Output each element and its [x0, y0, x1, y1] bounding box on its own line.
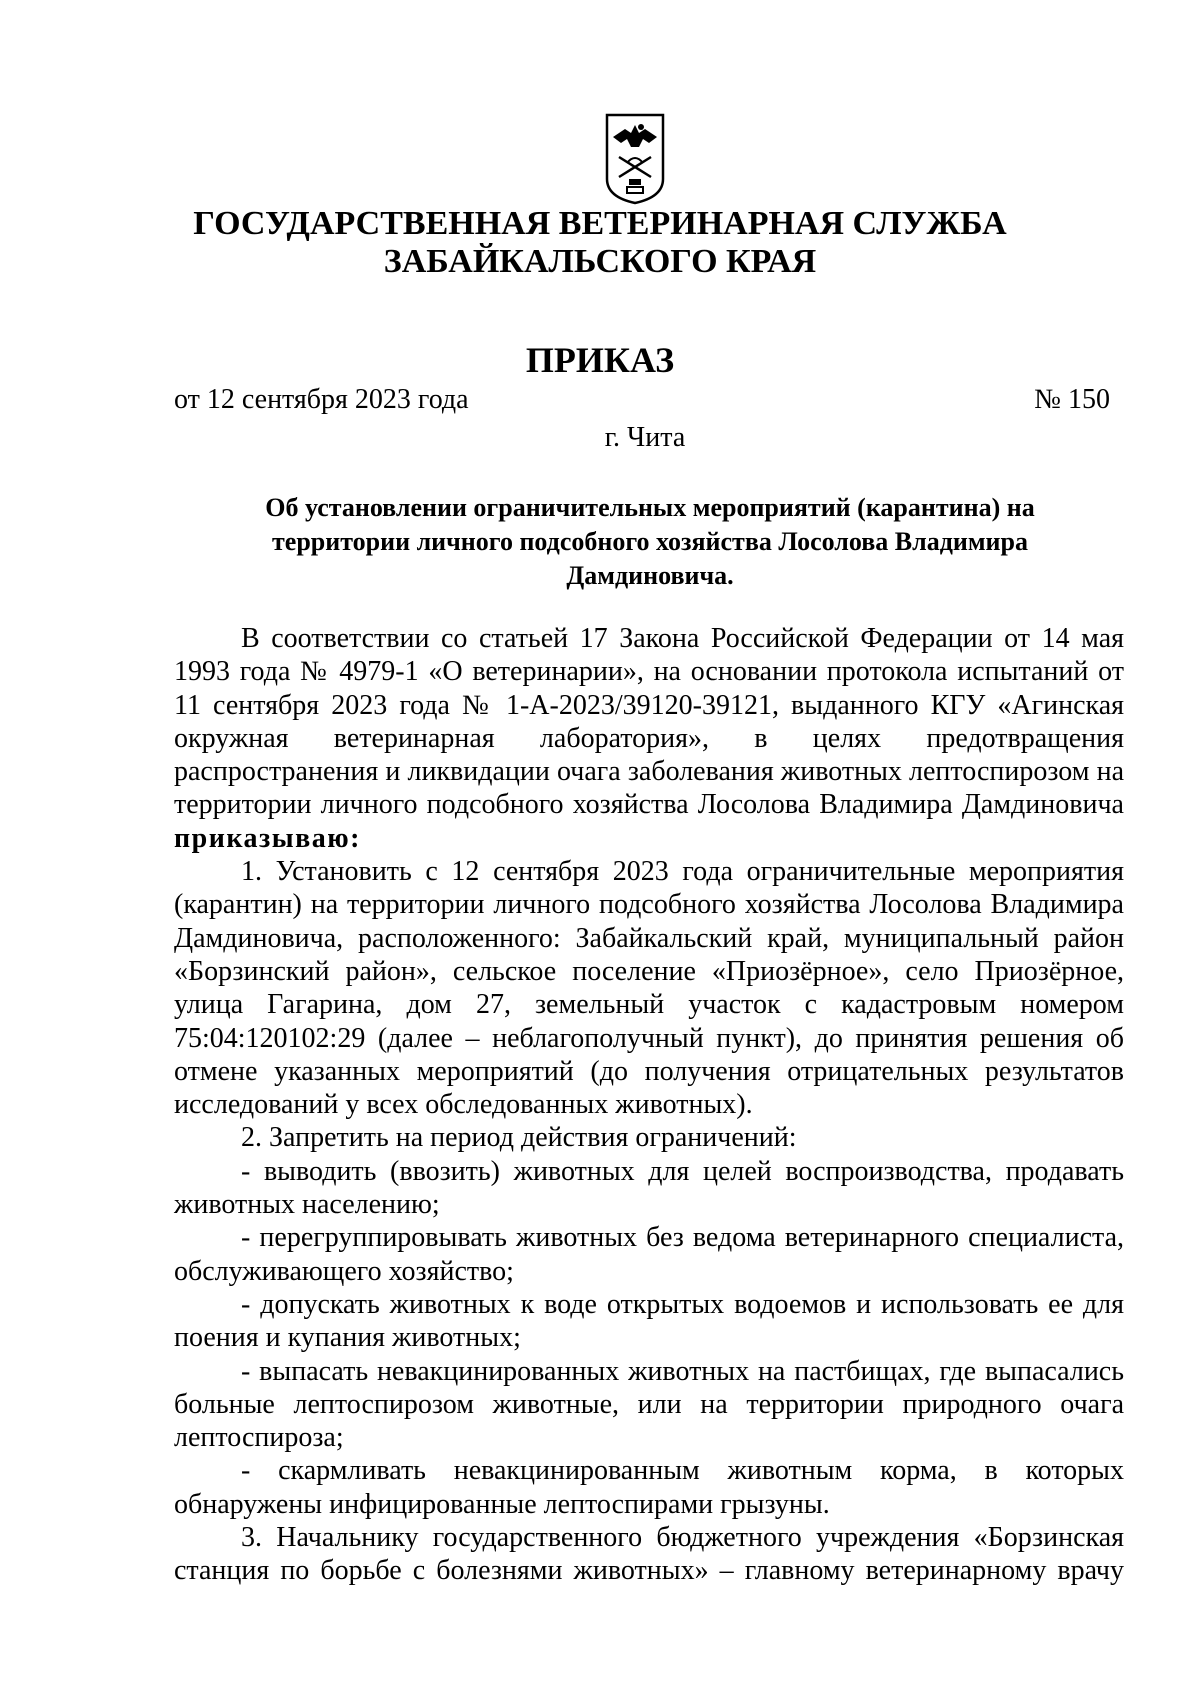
preamble-text: В соответствии со статьей 17 Закона Российской Федерации от 14 мая 1993 года № 4979-1 «О ветеринарии», на основании протокола испытаний от 11 сентября 2023 года № 1-А-2023/39120-39121, выданного КГУ «Агинская окружная ветеринарная лаборатория», в целях предотвращения распространения и ликвидации очага заболевания животных лептоспирозом на территории личного подсобного хозяйства Лосолова Владимира Дамдиновича	[174, 623, 1124, 821]
order-word: приказываю:	[174, 822, 362, 854]
document-city	[0, 421, 1200, 455]
agency-line-1: ГОСУДАРСТВЕННАЯ ВЕТЕРИНАРНАЯ СЛУЖБА	[193, 205, 1007, 242]
item-1-paragraph: 1. Установить с 12 сентября 2023 года ограничительные мероприятия (карантин) на территории личного подсобного хозяйства Лосолова Владимира Дамдиновича, расположенного: Забайкальский край, муниципальный район «Борзинский район», сельское поселение «Приозёрное», село Приозёрное, улица Гагарина, дом 27, земельный участок с кадастровым номером 75:04:120102:29 (далее – неблагополучный пункт), до принятия решения об отмене указанных мероприятий (до получения отрицательных результатов исследований у всех обследованных животных).	[174, 856, 1124, 1121]
title-line-3: Дамдиновича.	[566, 561, 734, 590]
title-line-1: Об установлении ограничительных мероприятий (карантина) на	[265, 493, 1035, 522]
document-type: ПРИКАЗ	[525, 340, 675, 380]
document-date: от 12 сентября 2023 года	[174, 384, 469, 415]
agency-line-2: ЗАБАЙКАЛЬСКОГО КРАЯ	[383, 243, 817, 280]
coat-of-arms-icon	[605, 113, 665, 205]
preamble-paragraph	[174, 622, 1124, 855]
bullet-2: - перегруппировывать животных без ведома ветеринарного специалиста, обслуживающего хозяйство;	[174, 1222, 1124, 1287]
bullet-3: - допускать животных к воде открытых водоемов и использовать ее для поения и купания животных;	[174, 1288, 1124, 1354]
document-body	[174, 622, 1124, 1588]
bullet-1: - выводить (ввозить) животных для целей воспроизводства, продавать животных населению;	[174, 1155, 1124, 1221]
city-text: г. Чита	[604, 422, 686, 453]
bullet-5: - скармливать невакцинированным животным корма, в которых обнаружены инфицированные лептоспирами грызуны.	[174, 1455, 1124, 1520]
bullet-4: - выпасать невакцинированных животных на пастбищах, где выпасались больные лептоспирозом животные, или на территории природного очага лептоспироза;	[174, 1355, 1124, 1454]
item-3-paragraph: 3. Начальнику государственного бюджетного учреждения «Борзинская станция по борьбе с болезнями животных» – главному ветеринарному врачу	[174, 1522, 1124, 1587]
document-number: № 150	[1034, 384, 1110, 415]
document-title	[175, 491, 1125, 593]
agency-name	[100, 205, 1100, 281]
item-2-paragraph: 2. Запретить на период действия ограничений:	[241, 1122, 797, 1154]
title-line-2: территории личного подсобного хозяйства Лосолова Владимира	[272, 527, 1028, 556]
